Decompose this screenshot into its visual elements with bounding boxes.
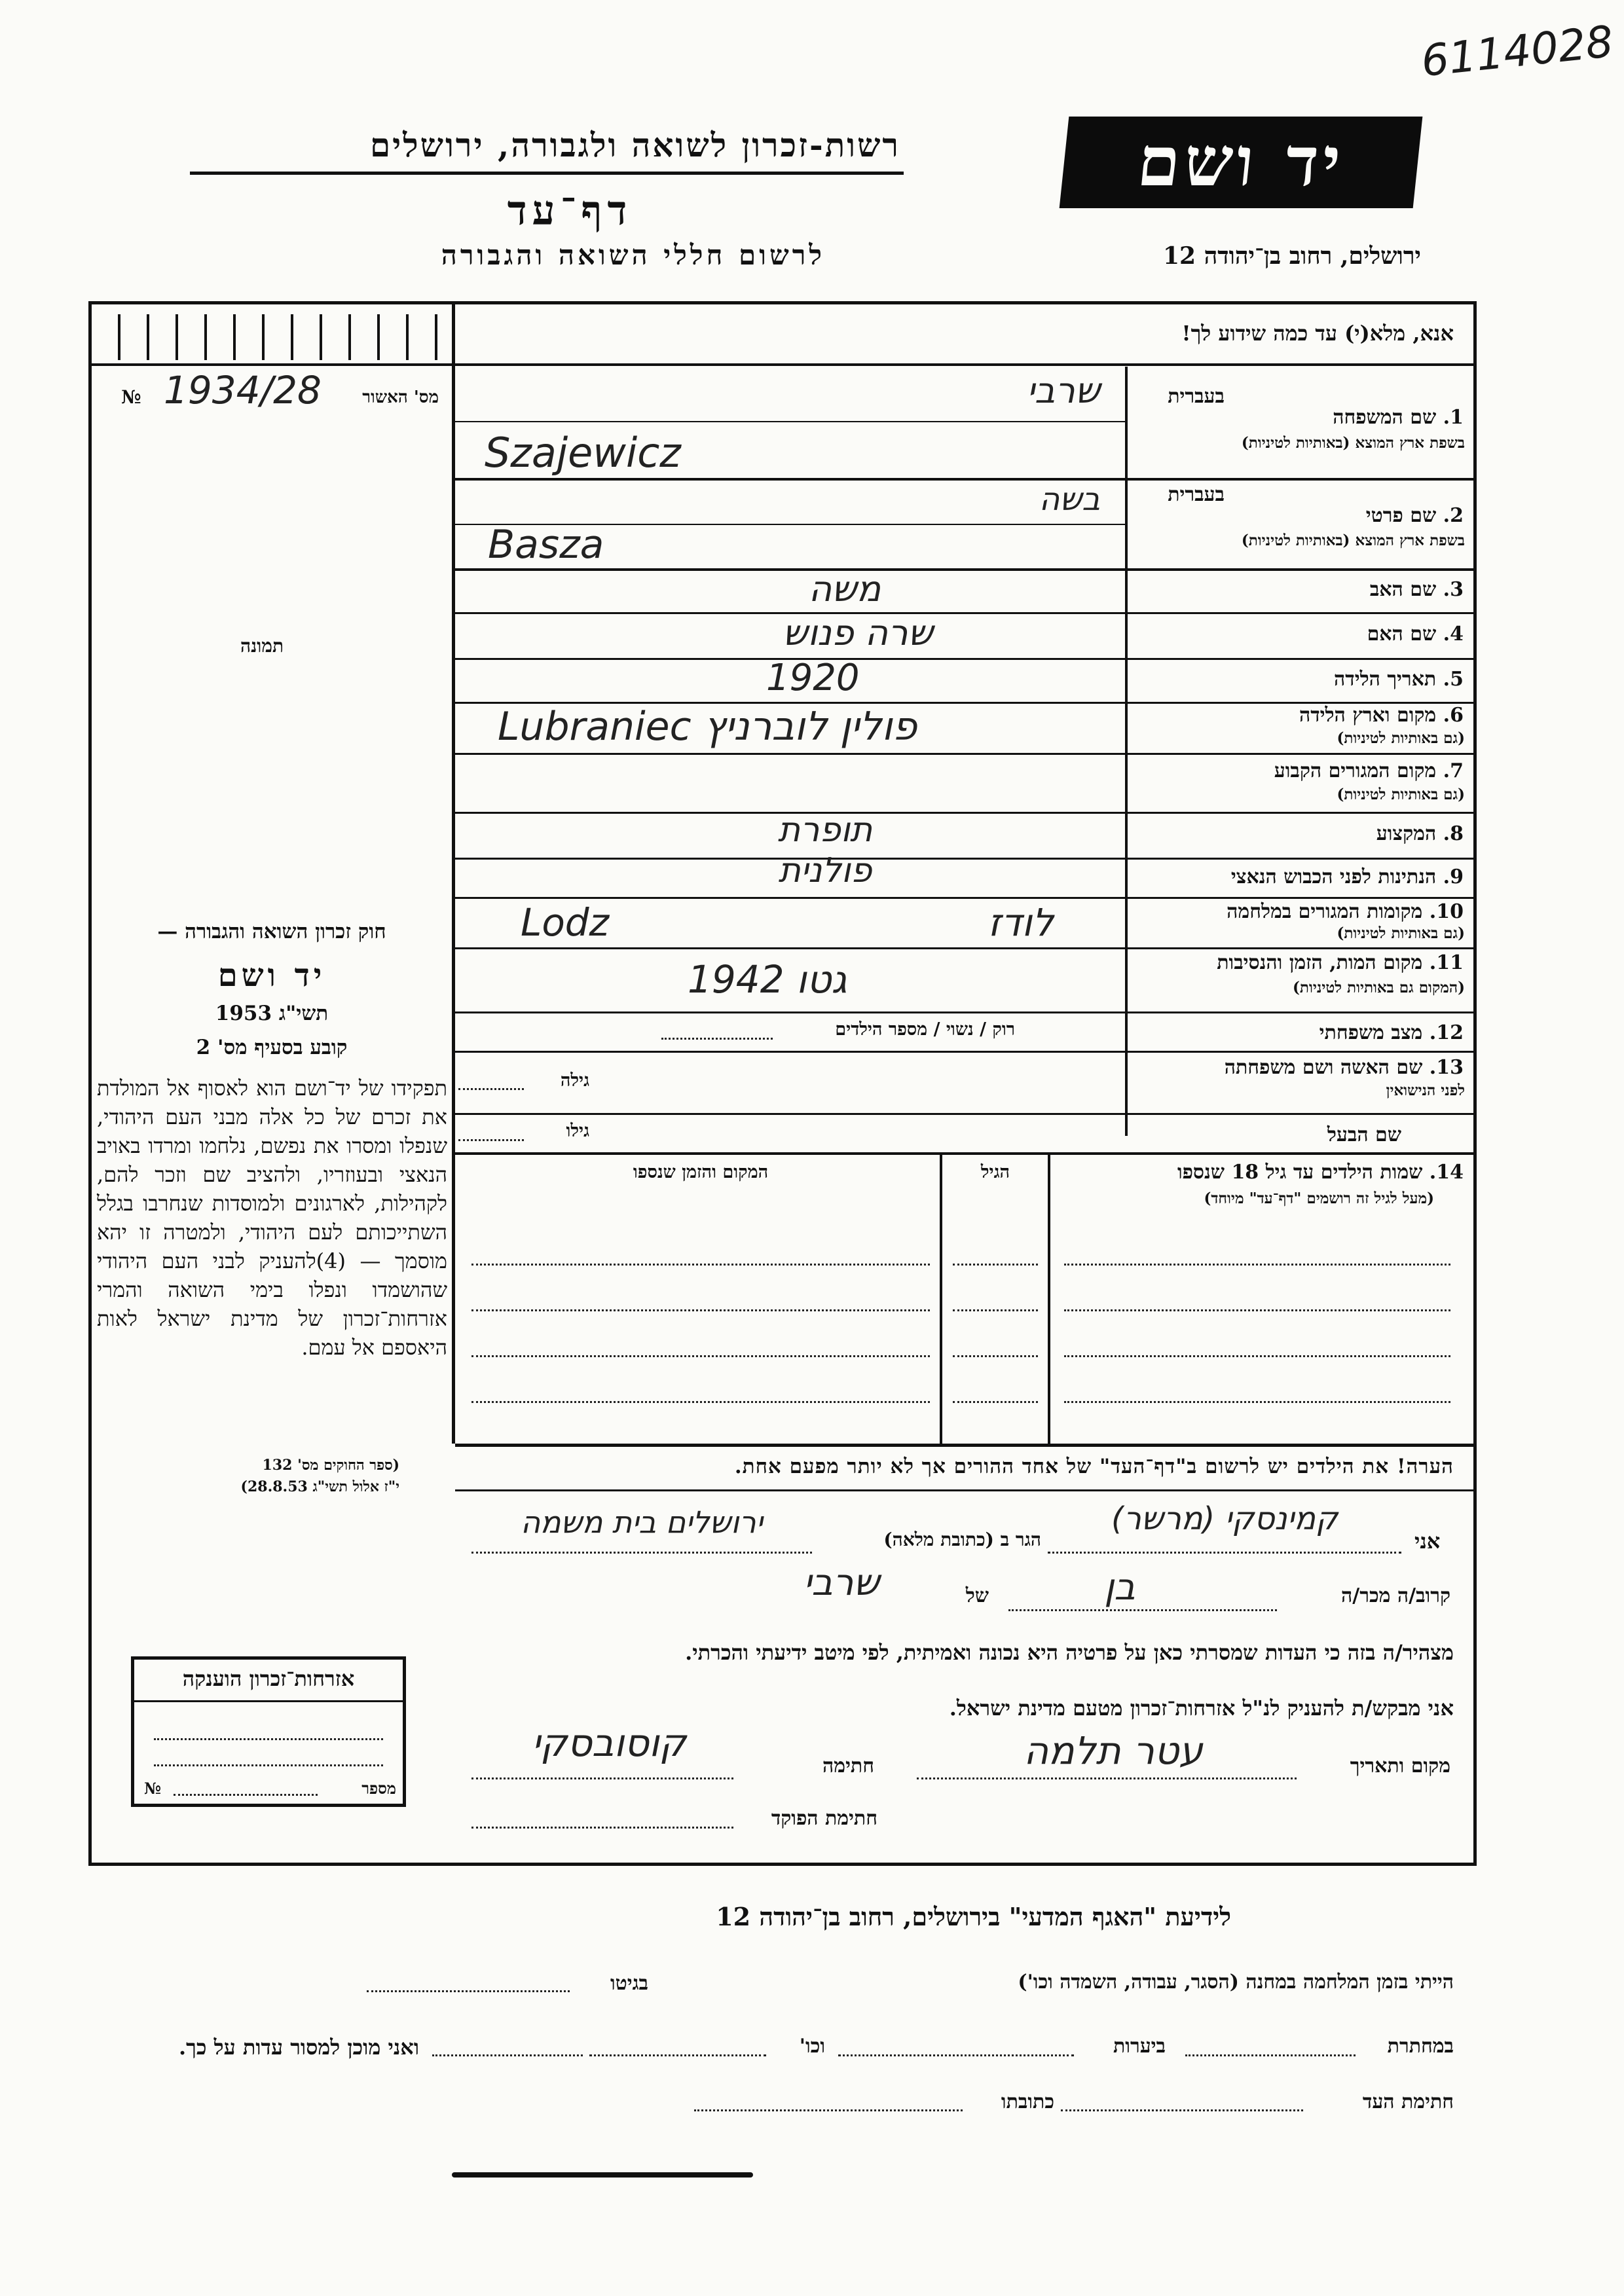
field-5-label: 5. תאריך הלידה [1334,668,1464,691]
wife-age-label: גילה [560,1070,589,1091]
signature-label: חתימה [822,1755,874,1777]
field-3-label: 3. שם האב [1369,578,1464,601]
file-number: 6114028 [1418,16,1616,87]
field-12-label: 12. מצב משפחתי [1319,1021,1464,1044]
footer-etc: וכו' [799,2035,825,2058]
note: הערה! את הילדים יש לרשום ב"דף־העד" של אחד ההורים אך לא יותר מפעם אחת. [734,1455,1454,1478]
husband-label: שם הבעל [1327,1123,1401,1146]
authority-underline [190,172,904,175]
declaration-ani: אני [1414,1529,1441,1554]
field-2-sub: בשפת ארץ המוצא (באותיות לטיניות) [1241,532,1465,549]
approval-prefix: № [121,386,141,408]
field-2-tag: בעברית [1168,483,1225,506]
children-age-header: הגיל [980,1162,1010,1182]
field-7-label: 7. מקום המגורים הקבוע [1274,759,1464,782]
approval-ticks [118,314,445,360]
authority-line: רשות-זכרון לשואה ולגבורה, ירושלים [369,126,900,164]
of-label: של [965,1584,989,1607]
husband-age-label: גילו [566,1121,589,1141]
declaration-text: מצהיר/ה בזה כי העדות שמסרתי כאן על פרטיה היא נכונה ואמיתית, לפי מיטב ידיעתי והכרתי. [685,1640,1454,1665]
yad-vashem-logo [1060,117,1423,208]
children-label: 14. שמות הילדים עד גיל 18 שנספו [1177,1161,1464,1184]
footer-ready: ואני מוכן למסור עדות על כך. [178,2035,419,2060]
officer-label: חתימת הפוקד [771,1807,877,1830]
field-1-label: 1. שם המשפחה [1333,406,1464,429]
label-column-divider [1125,367,1128,1136]
form-intro: אנא, מלא(י) עד כמה שידוע לך! [1181,321,1454,346]
field-11-label: 11. מקום המות, הזמן והנסיבות [1217,951,1464,974]
field-11-value: 1942 גטו [688,957,847,1002]
law-ref-2: י"ז אלול תשי"ג 28.8.53) [240,1478,399,1495]
approval-label: מס' האשור [362,388,439,407]
field-9-value: פולנית [778,851,872,890]
resides-label: הגר ב (כתובת מלאה) [883,1529,1041,1550]
field-1-value-he: שרבי [1026,370,1100,411]
footer-address: כתובתו [1001,2090,1054,2113]
field-8-value: תופרת [777,811,873,850]
field-6-value: Lubraniec פולין לוברניץ [498,704,917,750]
field-9-label: 9. הנתינות לפני הכבוש הנאצי [1230,866,1464,888]
law-ref-1: (ספר החוקים מס' 132 [262,1457,399,1474]
field-6-label: 6. מקום וארץ הלידה [1299,704,1464,727]
field-13-sub: לפני הנישואין [1386,1082,1465,1099]
declarant-name: קמינסקי (מרשר) [1111,1501,1338,1537]
request-text: אני מבקש/ת להעניק לנ"ל אזרחות־זכרון מטעם מדינת ישראל. [949,1696,1454,1721]
declarant-address: ירושלים בית משמה [521,1504,763,1540]
field-10-sub: (גם באותיות לטיניות) [1337,924,1465,942]
relation-value: בן [1104,1566,1135,1609]
field-6-sub: (גם באותיות לטיניות) [1337,729,1465,747]
memorial-number-prefix: № [144,1779,162,1798]
signature-value: קוסובסקי [532,1721,686,1765]
place-date-label: מקום ותאריך [1350,1755,1450,1777]
field-5-value: 1920 [766,657,860,699]
field-1-tag: בעברית [1168,385,1225,408]
approval-number: 1934/28 [164,368,322,412]
field-4-label: 4. שם האם [1367,623,1464,646]
footer-heading: לידיעת "האגף המדעי" בירושלים, רחוב בן־יהודה 12 [716,1902,1231,1931]
field-2-value-he: בשה [1039,481,1100,518]
field-10-label: 10. מקומות המגורים במלחמה [1227,900,1464,923]
form-subtitle: לרשום חללי השואה והגבורה [441,239,825,271]
field-1-sub: בשפת ארץ המוצא (באותיות לטיניות) [1241,434,1465,452]
field-13-label: 13. שם האשה ושם משפחתה [1224,1056,1464,1079]
field-1-value-latin: Szajewicz [485,429,681,477]
law-title: חוק זכרון השואה והגבורה — [157,920,386,943]
footer-camp-line: הייתי בזמן המלחמה במחנה (הסגר, עבודה, השמדה וכו') [1018,1971,1454,1994]
logo-text: יד ושם [1134,121,1348,202]
form-title: דף־עד [507,187,633,234]
footer-ghetto: בגיטו [610,1972,648,1995]
address: ירושלים, רחוב בן־יהודה 12 [1162,242,1421,270]
bottom-rule [452,2172,753,2178]
field-2-value-latin: Basza [488,522,604,568]
memorial-title: אזרחות־זכרון הוענקה [182,1666,355,1691]
field-10-value: Lodz לודז [521,900,1054,945]
field-3-value: משה [808,568,881,610]
footer-underground: במחתרת [1387,2035,1454,2058]
field-7-sub: (גם באותיות לטיניות) [1337,786,1465,803]
law-name: יד ושם [217,957,326,994]
law-year: תשי"ג 1953 [215,1002,329,1025]
relation-label: קרוב/ה מכר/ה [1341,1584,1450,1607]
field-4-value: שרה פנוש [783,612,933,653]
footer-witness-signature: חתימת העד [1362,2090,1454,2113]
place-date-value: עטר תלמה [1024,1728,1203,1773]
of-value: שרבי [803,1561,880,1604]
left-column-divider [452,301,455,1444]
field-11-sub: (המקום גם באותיות לטיניות) [1293,979,1465,996]
children-place-header: המקום והזמן שנספו [633,1162,769,1182]
photo-label: תמונה [240,635,284,657]
law-text: תפקידו של יד־ושם הוא לאסוף אל המולדת את זכרם של כל אלה מבני העם היהודי, שנפלו ומסרו את נפשם, נלחמו ומרדו באויב הנאצי ובעוזריו, ולהציב שם וזכר להם, לקהילות, לארגונים ולמוסדות שנחרבו בגלל השתייכותם לעם היהודי, ולמטרה זו יהא מוסמך — (4)להעניק לבני העם היהודי שהושמדו ונפלו בימי השואה והמרי אזרחות־זכרון של מדינת ישראל לאות היאספם אל עמם. [97,1076,448,1360]
memorial-number-label: מספר [361,1779,396,1798]
field-8-label: 8. המקצוע [1376,822,1464,845]
law-clause: קובע בסעיף מס' 2 [196,1036,348,1059]
memorial-citizenship-box [131,1656,406,1807]
field-12-options: רוק / נשוי / מספר הילדים [835,1019,1015,1040]
footer-forests: ביערות [1113,2035,1166,2058]
field-2-label: 2. שם פרטי [1365,504,1464,527]
children-sub: (מעל לגיל זה רושמים "דף־עד" מיוחד) [1204,1190,1434,1207]
